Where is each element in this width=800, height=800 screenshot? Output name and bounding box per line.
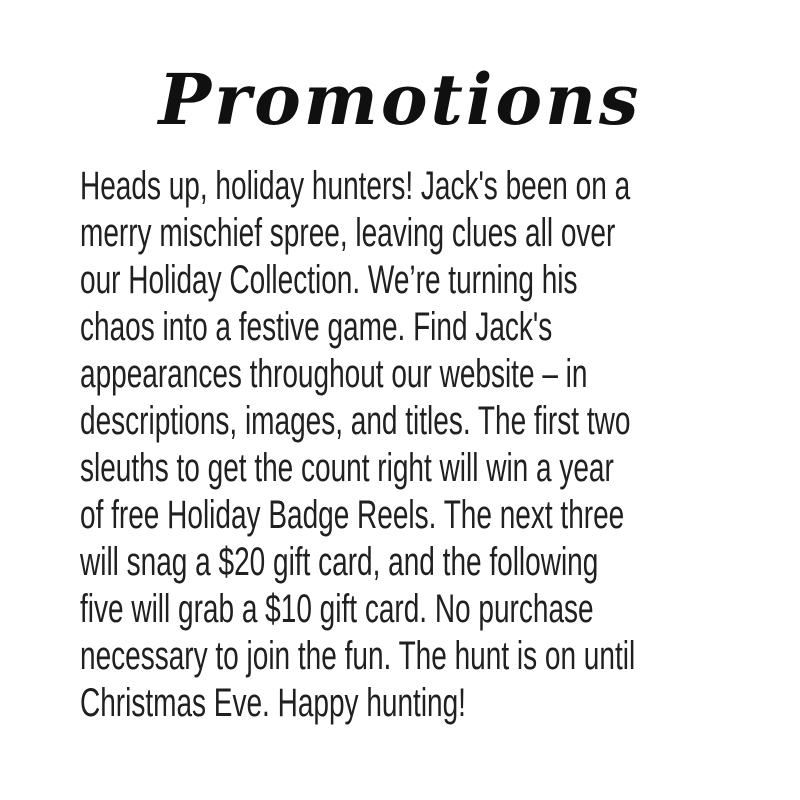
promotion-paragraph (80, 163, 760, 727)
paragraph-line: our Holiday Collection. We’re turning his (80, 258, 578, 302)
paragraph-line: merry mischief spree, leaving clues all over (80, 211, 616, 255)
paragraph-line: sleuths to get the count right will win a year (80, 446, 614, 490)
paragraph-line: five will grab a $10 gift card. No purchase (80, 587, 594, 631)
paragraph-line: Christmas Eve. Happy hunting! (80, 681, 466, 725)
page-title: Promotions (158, 58, 642, 141)
paragraph-line: will snag a $20 gift card, and the following (80, 540, 599, 584)
paragraph-line: chaos into a festive game. Find Jack's (80, 305, 553, 349)
paragraph-line: appearances throughout our website – in (80, 352, 588, 396)
paragraph-line: descriptions, images, and titles. The first two (80, 399, 631, 443)
paragraph-line: Heads up, holiday hunters! Jack's been on a (80, 164, 631, 208)
paragraph-line: of free Holiday Badge Reels. The next three (80, 493, 625, 537)
paragraph-line: necessary to join the fun. The hunt is on until (80, 634, 636, 678)
